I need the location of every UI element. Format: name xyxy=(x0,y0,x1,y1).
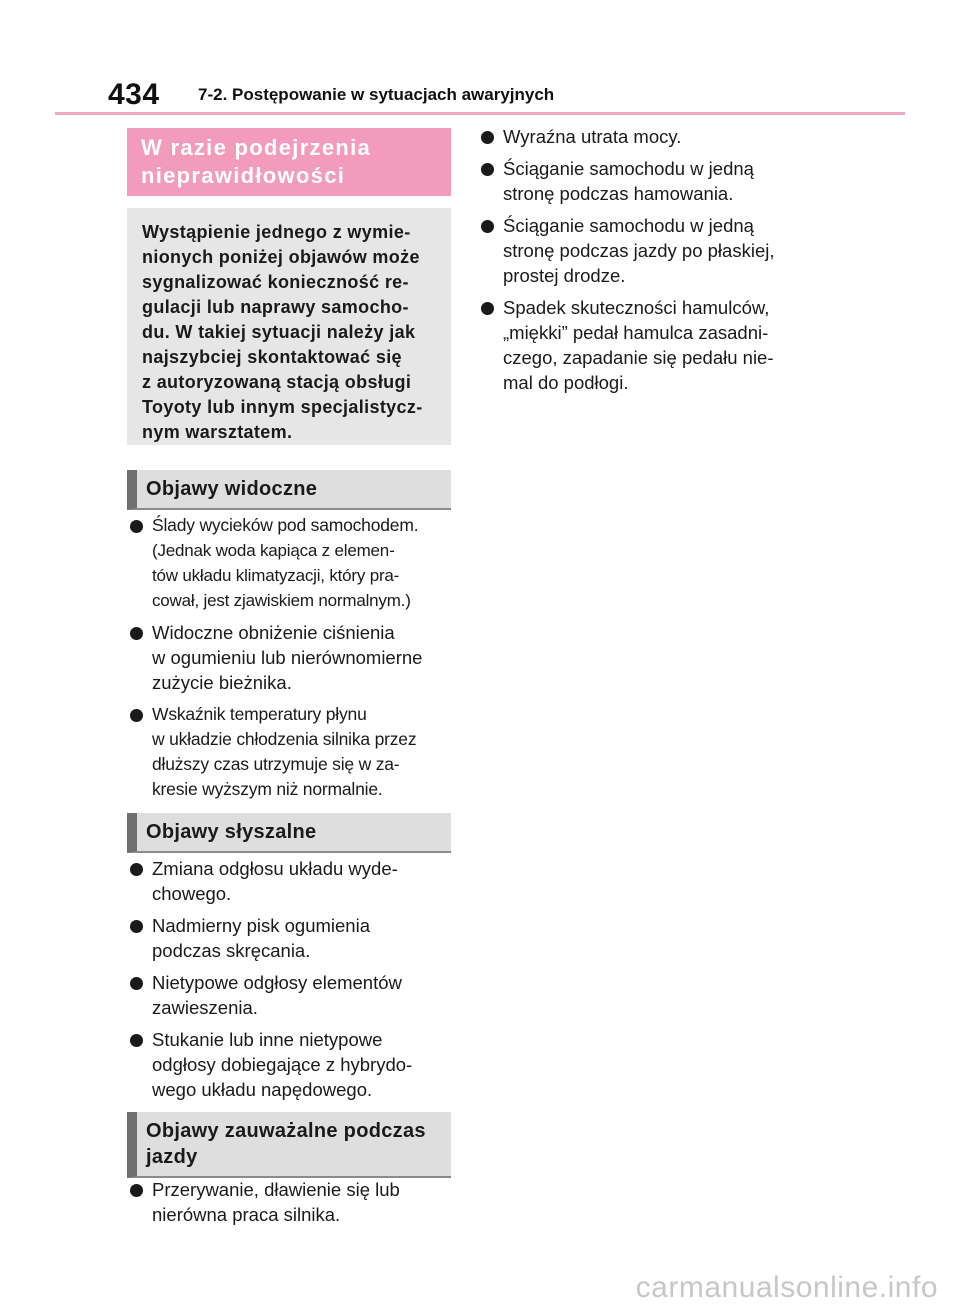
bullet-icon xyxy=(481,131,494,144)
item-line: Spadek skuteczności hamulców, xyxy=(503,297,770,318)
item-line: Widoczne obniżenie ciśnienia xyxy=(152,622,395,643)
intro-line: du. W takiej sytuacji należy jak xyxy=(142,322,416,342)
section-heading-visible: Objawy widoczne xyxy=(127,470,451,510)
bullet-icon xyxy=(130,977,143,990)
bullet-icon xyxy=(481,163,494,176)
list-item xyxy=(481,213,821,288)
list-item xyxy=(130,1177,460,1227)
bullet-icon xyxy=(130,920,143,933)
item-note-line: cował, jest zjawiskiem normalnym.) xyxy=(152,591,411,610)
item-line: odgłosy dobiegające z hybrydo- xyxy=(152,1054,413,1075)
item-note-line: tów układu klimatyzacji, który pra- xyxy=(152,566,400,585)
item-line: Zmiana odgłosu układu wyde- xyxy=(152,858,398,879)
list-item xyxy=(130,970,460,1020)
bullet-icon xyxy=(130,1184,143,1197)
bullet-icon xyxy=(130,520,143,533)
visible-symptoms-list xyxy=(130,513,460,809)
bullet-icon xyxy=(481,220,494,233)
item-line: prostej drodze. xyxy=(503,265,626,286)
item-line: Przerywanie, dławienie się lub xyxy=(152,1179,400,1200)
running-header: 7-2. Postępowanie w sytuacjach awaryjnych xyxy=(198,85,555,104)
item-line: czego, zapadanie się pedału nie- xyxy=(503,347,774,368)
section-heading-audible: Objawy słyszalne xyxy=(127,813,451,853)
intro-line: z autoryzowaną stacją obsługi xyxy=(142,372,412,392)
item-line: Nietypowe odgłosy elementów xyxy=(152,972,402,993)
item-line: Nadmierny pisk ogumienia xyxy=(152,915,370,936)
section-heading-driving xyxy=(127,1112,451,1178)
list-item xyxy=(481,156,821,206)
item-line: dłuższy czas utrzymuje się w za- xyxy=(152,754,400,774)
item-line: „miękki” pedał hamulca zasadni- xyxy=(503,322,769,343)
item-line: w układzie chłodzenia silnika przez xyxy=(152,729,417,749)
list-item xyxy=(130,513,460,613)
list-item xyxy=(130,1027,460,1102)
list-item xyxy=(130,856,460,906)
item-line: w ogumieniu lub nierównomierne xyxy=(152,647,423,668)
intro-line: sygnalizować konieczność re- xyxy=(142,272,409,292)
intro-line: najszybciej skontaktować się xyxy=(142,347,402,367)
list-item xyxy=(481,124,821,149)
bullet-icon xyxy=(130,627,143,640)
section-banner xyxy=(127,128,451,196)
bullet-icon xyxy=(130,1034,143,1047)
bullet-icon xyxy=(481,302,494,315)
watermark: carmanualsonline.info xyxy=(635,1271,938,1304)
list-item xyxy=(130,620,460,695)
item-line: Ściąganie samochodu w jedną xyxy=(503,158,754,179)
item-line: zużycie bieżnika. xyxy=(152,672,292,693)
item-note-line: (Jednak woda kapiąca z elemen- xyxy=(152,541,395,560)
item-line: Wskaźnik temperatury płynu xyxy=(152,704,367,724)
item-line: stronę podczas jazdy po płaskiej, xyxy=(503,240,775,261)
banner-line: nieprawidłowości xyxy=(141,163,346,188)
page-number: 434 xyxy=(108,78,160,111)
intro-line: nionych poniżej objawów może xyxy=(142,247,420,267)
banner-line: W razie podejrzenia xyxy=(141,135,372,160)
audible-symptoms-list xyxy=(130,856,460,1109)
item-line: kresie wyższym niż normalnie. xyxy=(152,779,383,799)
intro-line: gulacji lub naprawy samocho- xyxy=(142,297,409,317)
item-line: Ściąganie samochodu w jedną xyxy=(503,215,754,236)
intro-line: Toyoty lub innym specjalistycz- xyxy=(142,397,423,417)
bullet-icon xyxy=(130,709,143,722)
section-heading-line: Objawy zauważalne podczas xyxy=(146,1120,426,1142)
item-line: Stukanie lub inne nietypowe xyxy=(152,1029,383,1050)
item-line: nierówna praca silnika. xyxy=(152,1204,341,1225)
item-line: zawieszenia. xyxy=(152,997,258,1018)
intro-box xyxy=(127,208,451,445)
item-line: mal do podłogi. xyxy=(503,372,629,393)
driving-symptoms-list xyxy=(130,1177,460,1234)
right-column-list xyxy=(481,124,821,402)
item-line: podczas skręcania. xyxy=(152,940,311,961)
item-line: wego układu napędowego. xyxy=(152,1079,373,1100)
bullet-icon xyxy=(130,863,143,876)
list-item xyxy=(130,913,460,963)
intro-line: Wystąpienie jednego z wymie- xyxy=(142,222,411,242)
item-line: Wyraźna utrata mocy. xyxy=(503,126,682,147)
intro-line: nym warsztatem. xyxy=(142,422,293,442)
item-line: chowego. xyxy=(152,883,232,904)
header-rule xyxy=(55,112,905,115)
item-line: Ślady wycieków pod samochodem. xyxy=(152,515,419,535)
section-heading-line: jazdy xyxy=(146,1146,198,1168)
list-item xyxy=(481,295,821,395)
list-item xyxy=(130,702,460,802)
item-line: stronę podczas hamowania. xyxy=(503,183,734,204)
